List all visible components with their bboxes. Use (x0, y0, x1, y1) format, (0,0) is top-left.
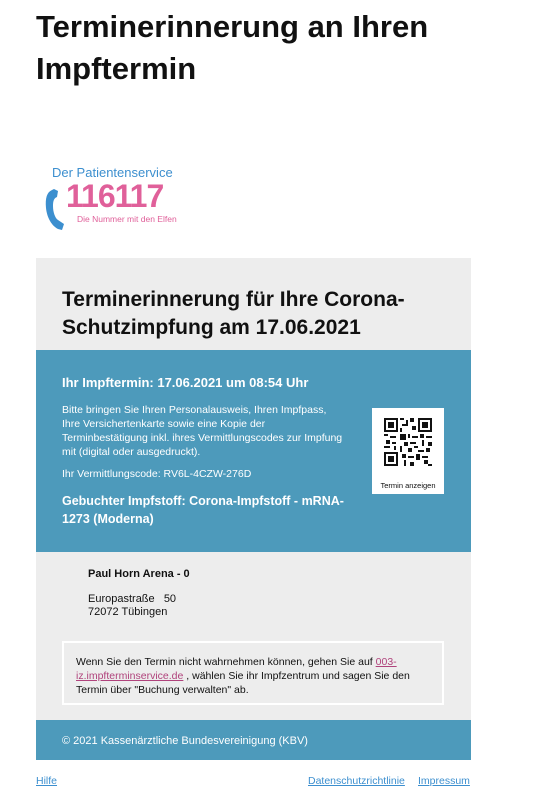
reminder-card (36, 258, 471, 760)
logo-tagline: Die Nummer mit den Elfen (77, 214, 177, 224)
instructions-text: Bitte bringen Sie Ihren Personalausweis, Ihren Impfpass, Ihre Versichertenkarte sowie eine Kopie der Terminbestätigung inkl. ihres Vermittlungscodes zur Impfung mit (digital oder ausgedruckt). (62, 404, 343, 458)
privacy-link[interactable]: Datenschutzrichtlinie (308, 775, 405, 787)
qr-label: Termin anzeigen (380, 481, 436, 490)
appointment-time: Ihr Impftermin: 17.06.2021 um 08:54 Uhr (62, 375, 309, 390)
card-heading: Terminerinnerung für Ihre Corona-Schutzimpfung am 17.06.2021 (62, 288, 405, 339)
impfterminservice-link[interactable]: 003-iz.impfterminservice.de (76, 656, 397, 682)
page-title: Terminerinnerung an Ihren Impftermin (36, 9, 429, 86)
mediation-code: Ihr Vermittlungscode: RV6L-4CZW-276D (62, 468, 252, 480)
card-footer (36, 720, 471, 760)
appointment-panel (36, 350, 471, 552)
patientenservice-logo (44, 162, 184, 232)
copyright: © 2021 Kassenärztliche Bundesvereinigung (KBV) (62, 735, 308, 747)
venue-name: Paul Horn Arena - 0 (88, 568, 190, 580)
booked-vaccine: Gebuchter Impfstoff: Corona-Impfstoff - mRNA-1273 (Moderna) (62, 494, 344, 526)
cancellation-notice (62, 641, 444, 705)
notice-text-before: Wenn Sie den Termin nicht wahrnehmen können, gehen Sie auf (76, 656, 376, 668)
venue-street: Europastraße 50 (88, 593, 177, 605)
imprint-link[interactable]: Impressum (418, 775, 470, 787)
help-link[interactable]: Hilfe (36, 775, 58, 787)
notice-text-after: , wählen Sie ihr Impfzentrum und sagen Sie den Termin über "Buchung verwalten" ab. (76, 670, 410, 696)
venue-city: 72072 Tübingen (88, 606, 168, 618)
show-appointment-qr-button[interactable] (372, 408, 444, 494)
qr-code-icon (384, 418, 432, 466)
logo-top-text: Der Patientenservice (52, 165, 173, 180)
logo-number: 116117 (66, 178, 164, 214)
